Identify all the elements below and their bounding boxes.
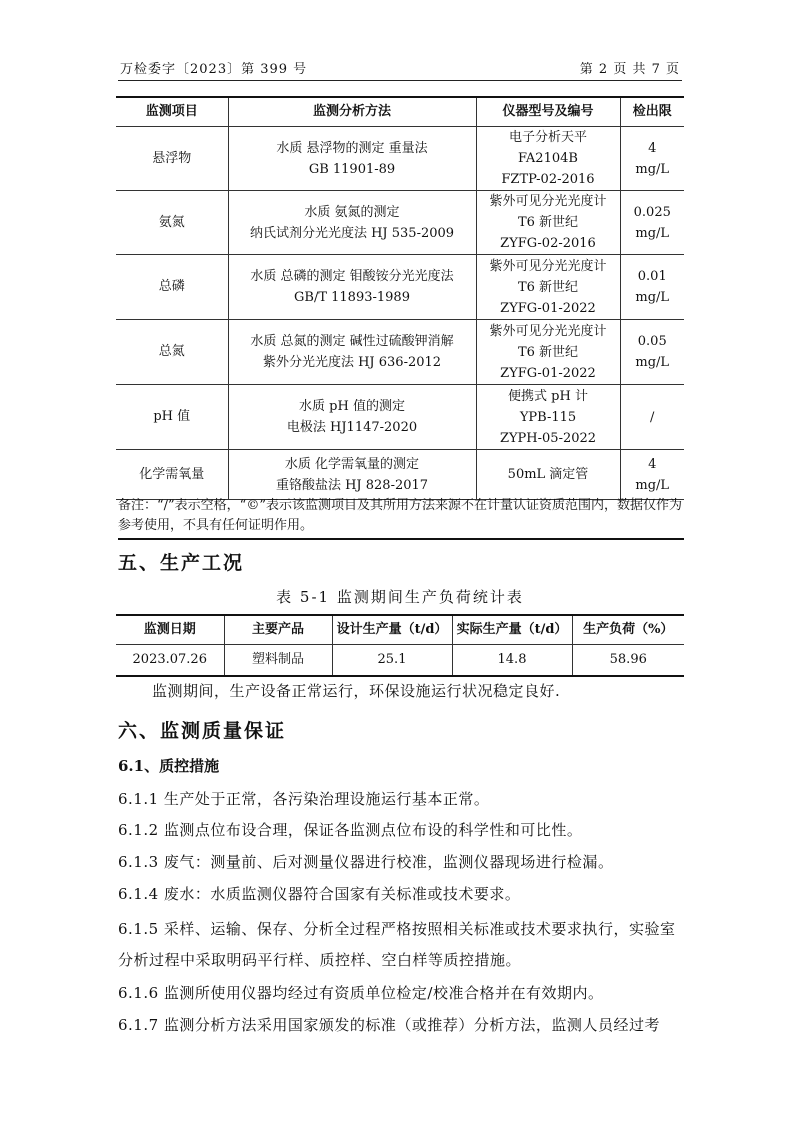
cell-instrument (476, 320, 620, 385)
cell-instrument-line: 电子分析天平 (508, 130, 587, 145)
header-load: 生产负荷（%） (572, 615, 684, 645)
cell-limit-line: mg/L (635, 290, 670, 305)
page-header (118, 56, 682, 81)
cell-limit (620, 191, 684, 255)
cell-instrument-line: 紫外可见分光光度计 (489, 194, 607, 209)
cell-instrument-line: FA2104B (518, 151, 578, 166)
cell-limit (620, 450, 684, 500)
cell-date: 2023.07.26 (132, 652, 207, 667)
table-row (116, 450, 684, 500)
table-row (116, 255, 684, 320)
cell-instrument (476, 255, 620, 320)
cell-instrument (476, 127, 620, 191)
cell-instrument-line: 紫外可见分光光度计 (489, 258, 607, 274)
load-header-row (116, 615, 684, 645)
document-number: 万检委字〔2023〕第 399 号 (120, 62, 308, 77)
cell-instrument-line: ZYFG-01-2022 (500, 300, 596, 316)
header-item: 监测项目 (116, 97, 228, 127)
cell-method-line: 水质 总氮的测定 碱性过硫酸钾消解 (250, 334, 454, 349)
production-load-table (116, 614, 684, 677)
cell-item: 氨氮 (116, 191, 228, 255)
qc-item-6: 6.1.6 监测所使用仪器均经过有资质单位检定/校准合格并在有效期内。 (118, 984, 604, 1002)
page-number: 第 2 页 共 7 页 (579, 62, 680, 77)
cell-limit-line: mg/L (635, 477, 670, 493)
qc-item-5: 6.1.5 采样、运输、保存、分析全过程严格按照相关标准或技术要求执行，实验室分析过程中采取明码平行样、质控样、空白样等质控措施。 (118, 920, 676, 969)
section6-title: 六、监测质量保证 (118, 720, 287, 742)
cell-instrument-line: 50mL 滴定管 (507, 467, 589, 482)
cell-instrument-line: T6 新世纪 (517, 215, 579, 230)
section5-paragraph: 监测期间，生产设备正常运行，环保设施运行状况稳定良好. (152, 682, 561, 700)
cell-method-line: 水质 化学需氧量的测定 (284, 456, 420, 472)
header-instrument: 仪器型号及编号 (476, 97, 620, 127)
cell-limit (620, 127, 684, 191)
table-caption: 表 5-1 监测期间生产负荷统计表 (276, 588, 524, 606)
cell-instrument (476, 450, 620, 500)
cell-instrument-line: T6 新世纪 (517, 279, 579, 295)
header-date: 监测日期 (116, 615, 224, 645)
table-row (116, 385, 684, 450)
table-row (116, 645, 684, 677)
cell-instrument (476, 191, 620, 255)
cell-item: 化学需氧量 (116, 450, 228, 500)
methods-table (116, 96, 684, 500)
cell-item: 悬浮物 (116, 127, 228, 191)
header-actual-output: 实际生产量（t/d） (452, 615, 572, 645)
cell-instrument-line: YPB-115 (519, 409, 577, 425)
cell-method-line: 水质 pH 值的测定 (299, 399, 405, 414)
cell-item: 总氮 (116, 320, 228, 385)
cell-limit-line: 0.025 (633, 204, 671, 220)
cell-method (228, 450, 476, 500)
cell-method (228, 255, 476, 320)
cell-instrument-line: 紫外可见分光光度计 (489, 323, 607, 339)
cell-method-line: GB/T 11893-1989 (294, 290, 410, 305)
qc-item-1: 6.1.1 生产处于正常，各污染治理设施运行基本正常。 (118, 790, 490, 808)
table-row (116, 127, 684, 191)
section6-subtitle: 6.1、质控措施 (118, 757, 220, 775)
cell-instrument-line: FZTP-02-2016 (501, 172, 595, 187)
cell-method-line: 电极法 HJ1147-2020 (286, 420, 418, 435)
cell-limit-line: 0.01 (637, 269, 667, 284)
methods-header-row (116, 97, 684, 127)
cell-design-output: 25.1 (332, 645, 452, 677)
cell-instrument-line: 便携式 pH 计 (508, 388, 588, 404)
qc-item-2: 6.1.2 监测点位布设合理，保证各监测点位布设的科学性和可比性。 (118, 821, 583, 839)
cell-limit (620, 385, 684, 450)
qc-item-7: 6.1.7 监测分析方法采用国家颁发的标准（或推荐）分析方法，监测人员经过考 (118, 1016, 660, 1034)
cell-limit-line: 4 (648, 456, 657, 472)
cell-product: 塑料制品 (224, 645, 332, 677)
table-note: 备注：“/”表示空格，“©”表示该监测项目及其所用方法来源不在计量认证资质范围内，数据仅作为参考使用，不具有任何证明作用。 (118, 496, 684, 540)
table-row (116, 320, 684, 385)
qc-item-4: 6.1.4 废水：水质监测仪器符合国家有关标准或技术要求。 (118, 885, 521, 903)
cell-limit-line: / (650, 409, 655, 425)
section5-title: 五、生产工况 (118, 552, 245, 574)
qc-item-3: 6.1.3 废气：测量前、后对测量仪器进行校准，监测仪器现场进行检漏。 (118, 853, 614, 871)
cell-item: pH 值 (116, 385, 228, 450)
cell-instrument-line: ZYFG-02-2016 (500, 236, 596, 251)
cell-limit-line: mg/L (635, 225, 670, 241)
cell-method-line: 水质 总磷的测定 钼酸铵分光光度法 (250, 269, 454, 284)
cell-method (228, 320, 476, 385)
header-method: 监测分析方法 (228, 97, 476, 127)
cell-method-line: 水质 悬浮物的测定 重量法 (276, 140, 428, 156)
cell-method-line: 纳氏试剂分光光度法 HJ 535-2009 (249, 225, 455, 241)
cell-method-line: 水质 氨氮的测定 (304, 204, 400, 220)
cell-limit-line: 0.05 (637, 334, 667, 349)
cell-method-line: 紫外分光光度法 HJ 636-2012 (262, 355, 442, 370)
cell-limit (620, 255, 684, 320)
header-limit: 检出限 (620, 97, 684, 127)
cell-method-line: GB 11901-89 (308, 161, 396, 177)
cell-actual-output: 14.8 (452, 645, 572, 677)
cell-limit-line: 4 (648, 140, 657, 156)
cell-method (228, 191, 476, 255)
cell-instrument-line: ZYPH-05-2022 (499, 430, 597, 446)
cell-limit (620, 320, 684, 385)
cell-instrument-line: ZYFG-01-2022 (500, 365, 596, 381)
cell-limit-line: mg/L (635, 355, 670, 370)
cell-method (228, 385, 476, 450)
header-product: 主要产品 (224, 615, 332, 645)
cell-method (228, 127, 476, 191)
cell-limit-line: mg/L (635, 161, 670, 177)
cell-instrument (476, 385, 620, 450)
cell-item: 总磷 (116, 255, 228, 320)
cell-method-line: 重铬酸盐法 HJ 828-2017 (275, 477, 429, 493)
cell-instrument-line: T6 新世纪 (517, 344, 579, 360)
header-design-output: 设计生产量（t/d） (332, 615, 452, 645)
cell-load: 58.96 (572, 645, 684, 677)
table-row (116, 191, 684, 255)
